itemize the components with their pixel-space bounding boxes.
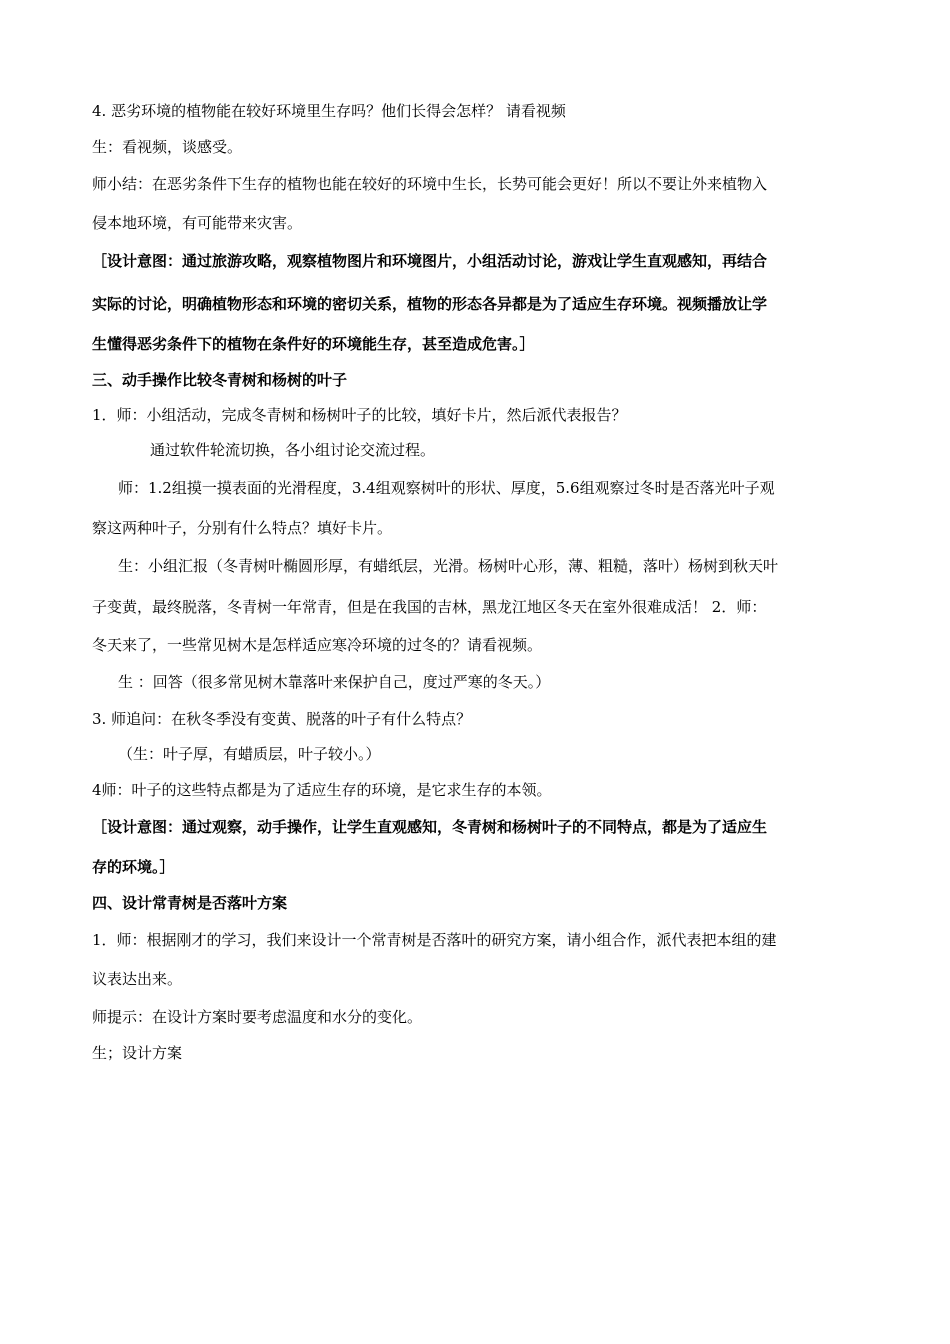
paragraph-line: 1．师：根据刚才的学习，我们来设计一个常青树是否落叶的研究方案，请小组合作，派代表把本组的建 <box>92 931 777 949</box>
paragraph-line: （生：叶子厚，有蜡质层，叶子较小。） <box>118 745 381 763</box>
design-intent-line: ［设计意图：通过旅游攻略，观察植物图片和环境图片，小组活动讨论，游戏让学生直观感知，再结合 <box>92 252 768 270</box>
paragraph-line: 生：小组汇报（冬青树叶椭圆形厚，有蜡纸层，光滑。杨树叶心形，薄、粗糙，落叶）杨树到秋天叶 <box>118 557 779 575</box>
paragraph-line: 师提示：在设计方案时要考虑温度和水分的变化。 <box>92 1008 423 1026</box>
paragraph-line: 1．师：小组活动，完成冬青树和杨树叶子的比较，填好卡片，然后派代表报告？ <box>92 406 627 424</box>
design-intent-line: 实际的讨论，明确植物形态和环境的密切关系，植物的形态各异都是为了适应生存环境。视频播放让学 <box>92 295 768 313</box>
design-intent-line: 生懂得恶劣条件下的植物在条件好的环境能生存，甚至造成危害。］ <box>92 335 535 353</box>
paragraph-line: 议表达出来。 <box>92 970 183 988</box>
design-intent-line: ［设计意图：通过观察，动手操作，让学生直观感知，冬青树和杨树叶子的不同特点，都是为了适应生 <box>92 818 768 836</box>
paragraph-line: 4师：叶子的这些特点都是为了适应生存的环境，是它求生存的本领。 <box>92 781 552 799</box>
paragraph-line: 通过软件轮流切换，各小组讨论交流过程。 <box>150 441 436 459</box>
section-heading: 四、设计常青树是否落叶方案 <box>92 894 288 912</box>
paragraph-line: 生；设计方案 <box>92 1044 183 1062</box>
paragraph-line: 子变黄，最终脱落，冬青树一年常青，但是在我国的吉林，黑龙江地区冬天在室外很难成活！ 2．师： <box>92 598 767 616</box>
paragraph-line: 生 ：回答（很多常见树木靠落叶来保护自己，度过严寒的冬天。） <box>118 673 551 691</box>
paragraph-line: 侵本地环境，有可能带来灾害。 <box>92 214 303 232</box>
paragraph-line: 生：看视频，谈感受。 <box>92 138 243 156</box>
section-heading: 三、动手操作比较冬青树和杨树的叶子 <box>92 371 348 389</box>
paragraph-line: 察这两种叶子，分别有什么特点？填好卡片。 <box>92 519 393 537</box>
paragraph-line: 师：1.2组摸一摸表面的光滑程度，3.4组观察树叶的形状、厚度，5.6组观察过冬时是否落光叶子观 <box>118 479 775 497</box>
design-intent-line: 存的环境。］ <box>92 858 175 876</box>
paragraph-line: 3. 师追问：在秋冬季没有变黄、脱落的叶子有什么特点？ <box>92 710 472 728</box>
paragraph-line: 4. 恶劣环境的植物能在较好环境里生存吗？他们长得会怎样？ 请看视频 <box>92 102 566 120</box>
paragraph-line: 师小结：在恶劣条件下生存的植物也能在较好的环境中生长，长势可能会更好！所以不要让外来植物入 <box>92 175 768 193</box>
paragraph-line: 冬天来了，一些常见树木是怎样适应寒冷环境的过冬的？请看视频。 <box>92 636 543 654</box>
